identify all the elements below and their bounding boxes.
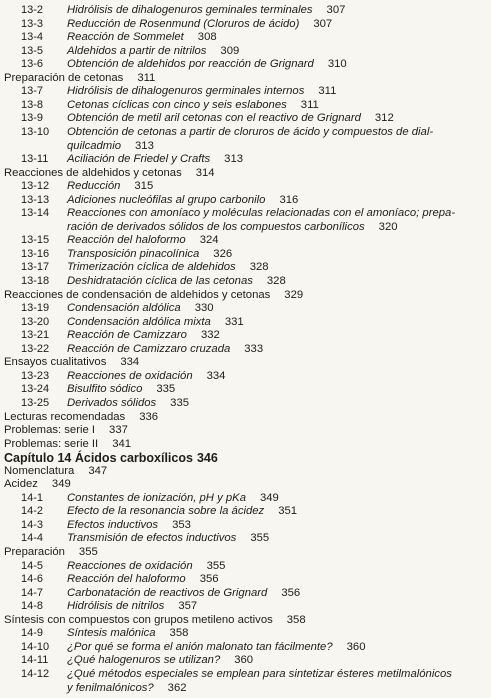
page-number: 311 — [137, 71, 156, 84]
page-number: 326 — [213, 247, 233, 260]
entry-number: 14-10 — [21, 640, 50, 653]
entry-number: 14-7 — [21, 586, 44, 599]
entry-number: 13-3 — [21, 17, 44, 30]
page-number: 315 — [134, 180, 154, 193]
entry-title: ¿Qué halogenuros se utilizan? 360 — [67, 654, 254, 667]
page-number: 309 — [220, 44, 240, 57]
entry-title: ¿Por qué se forma el anión malonato tan fácilmente? 360 — [67, 640, 366, 653]
entry-number: 13-9 — [21, 112, 44, 125]
entry-title: Síntesis malónica 358 — [67, 627, 189, 640]
entry-title: Adiciones nucleófilas al grupo carbonilo 316 — [67, 193, 299, 206]
entry-title: Reacciones de oxidación 355 — [67, 559, 226, 572]
page-number: 311 — [318, 85, 337, 98]
entry-title: Constantes de ionización, pH y pKa 349 — [67, 491, 279, 504]
entry-number: 14-1 — [21, 491, 44, 504]
section-heading: Problemas: serie II 341 — [4, 437, 132, 450]
entry-number: 13-6 — [21, 58, 44, 71]
entry-number: 14-3 — [21, 518, 44, 531]
page-number: 329 — [284, 288, 304, 301]
entry-number: 13-16 — [21, 247, 50, 260]
entry-title: Reacción de Sommelet 308 — [67, 31, 217, 44]
entry-number: 14-6 — [21, 573, 44, 586]
entry-number: 13-11 — [21, 153, 49, 166]
entry-title: Condensación aldólica mixta 331 — [67, 315, 244, 328]
entry-number: 13-10 — [21, 125, 50, 138]
entry-title-continued: ración de derivados sólidos de los compuestos carbonílicos 320 — [67, 220, 398, 233]
entry-title-continued: y fenilmalónicos? 362 — [67, 681, 187, 694]
section-heading: Preparación de cetonas 311 — [4, 71, 156, 84]
page-number: 335 — [156, 383, 176, 396]
entry-title: ¿Qué métodos especiales se emplean para sintetizar ésteres metilmalónicos — [67, 667, 452, 680]
entry-title: Reducción de Rosenmund (Cloruros de ácido) 307 — [67, 17, 333, 30]
section-heading: Lecturas recomendadas 336 — [4, 410, 159, 423]
page-number: 358 — [169, 627, 189, 640]
page-number: 334 — [120, 356, 140, 369]
section-heading: Reacciones de aldehidos y cetonas 314 — [4, 166, 215, 179]
entry-number: 14-2 — [21, 505, 44, 518]
entry-number: 14-9 — [21, 627, 44, 640]
entry-title: Deshidratación cíclica de las cetonas 328 — [67, 275, 286, 287]
entry-title: Reacción de Camizzaro 332 — [67, 329, 220, 342]
page-number: 328 — [249, 261, 269, 274]
page-number: 347 — [88, 464, 108, 477]
section-heading: Problemas: serie I 337 — [4, 424, 128, 437]
page-number: 349 — [51, 478, 71, 491]
section-heading: Síntesis con compuestos con grupos metileno activos 358 — [4, 613, 306, 626]
page-number: 341 — [112, 437, 132, 450]
page-number: 362 — [167, 681, 187, 694]
page-number: 355 — [206, 559, 226, 572]
section-heading: Preparación 355 — [4, 546, 98, 558]
entry-title: Obtención de aldehidos por reacción de Grignard 310 — [67, 58, 347, 71]
page-number: 355 — [250, 532, 270, 545]
page-number: 313 — [224, 153, 244, 166]
entry-number: 13-12 — [21, 180, 50, 193]
page-number: 336 — [139, 410, 159, 423]
entry-number: 13-8 — [21, 98, 44, 111]
page-number: 353 — [172, 518, 191, 531]
entry-title: Reacciones con amoníaco y moléculas relacionadas con el amoníaco; prepa- — [67, 207, 456, 220]
entry-title: Derivados sólidos 335 — [67, 396, 190, 409]
entry-number: 13-23 — [21, 369, 50, 382]
entry-title: Hidrólisis de dihalogenuros germinales internos 311 — [67, 85, 337, 98]
toc-line — [0, 437, 491, 452]
entry-title: Aldehidos a partir de nitrilos 309 — [67, 44, 240, 57]
entry-title: Efectos inductivos 353 — [67, 518, 191, 531]
entry-title: Hidrólisis de nitrilos 357 — [67, 600, 198, 613]
page-number: 320 — [378, 220, 398, 233]
entry-title: Condensación aldólica 330 — [67, 302, 214, 315]
entry-title: Obtención de cetonas a partir de cloruros de ácido y compuestos de dial- — [67, 125, 434, 138]
entry-title: Transmisión de efectos inductivos 355 — [67, 532, 270, 545]
entry-title-continued: quilcadmio 313 — [67, 139, 154, 152]
page-number: 358 — [286, 613, 306, 626]
page-number: 356 — [199, 573, 219, 586]
page-number: 335 — [170, 396, 190, 409]
entry-number: 13-22 — [21, 342, 50, 355]
entry-number: 13-2 — [21, 4, 44, 16]
page-number: 311 — [300, 98, 319, 111]
entry-number: 14-4 — [21, 532, 44, 545]
entry-title: Cetonas cíclicas con cinco y seis eslabones 311 — [67, 98, 319, 111]
page-number: 333 — [244, 342, 264, 355]
page-number: 360 — [346, 640, 366, 653]
entry-title: Carbonatación de reactivos de Grignard 356 — [67, 586, 301, 599]
entry-number: 13-13 — [21, 193, 50, 206]
page-number: 351 — [278, 505, 298, 518]
page-number: 307 — [326, 4, 346, 16]
entry-title: Hidrólisis de dihalogenuros geminales terminales 307 — [67, 4, 346, 16]
section-heading: Reacciones de condensación de aldehidos y cetonas 329 — [4, 288, 304, 301]
entry-title: Reacción de Camizzaro cruzada 333 — [67, 342, 264, 355]
page-number: 346 — [196, 451, 218, 466]
entry-number: 14-12 — [21, 667, 50, 680]
entry-number: 13-17 — [21, 261, 50, 274]
page-number: 313 — [135, 139, 154, 152]
page-number: 332 — [200, 329, 220, 342]
page-number: 357 — [178, 600, 198, 613]
entry-number: 13-5 — [21, 44, 44, 57]
entry-title: Trimerización cíclica de aldehidos 328 — [67, 261, 269, 274]
entry-number: 13-24 — [21, 383, 50, 396]
entry-title: Reacción del haloformo 324 — [67, 234, 219, 247]
entry-number: 13-20 — [21, 315, 50, 328]
entry-number: 14-8 — [21, 600, 44, 613]
entry-title: Bisulfito sódico 335 — [67, 383, 176, 396]
page-number: 349 — [259, 491, 279, 504]
entry-number: 13-14 — [21, 207, 50, 220]
entry-title: Aciliación de Friedel y Crafts 313 — [67, 153, 244, 166]
page-number: 331 — [224, 315, 244, 328]
section-heading: Acidez 349 — [4, 478, 71, 491]
page-number: 314 — [195, 166, 215, 179]
page-number: 356 — [281, 586, 301, 599]
entry-number: 13-25 — [21, 396, 50, 409]
entry-number: 13-7 — [21, 85, 44, 98]
entry-title: Obtención de metil aril cetonas con el reactivo de Grignard 312 — [67, 112, 394, 125]
entry-title: Reducción 315 — [67, 180, 154, 193]
page-number: 324 — [199, 234, 219, 247]
page-number: 330 — [194, 302, 214, 315]
entry-number: 13-19 — [21, 302, 50, 315]
page-number: 328 — [266, 275, 286, 287]
entry-number: 13-18 — [21, 275, 50, 287]
section-heading: Nomenclatura 347 — [4, 464, 108, 477]
entry-number: 13-4 — [21, 31, 44, 44]
page-number: 316 — [279, 193, 299, 206]
page-number: 337 — [109, 424, 128, 437]
page-number: 312 — [374, 112, 394, 125]
entry-title: Reacciones de oxidación 334 — [67, 369, 226, 382]
entry-title: Efecto de la resonancia sobre la ácidez 351 — [67, 505, 298, 518]
page-number: 308 — [197, 31, 217, 44]
entry-number: 13-15 — [21, 234, 50, 247]
page-number: 360 — [234, 654, 254, 667]
entry-number: 13-21 — [21, 329, 50, 342]
page-number: 334 — [206, 369, 226, 382]
entry-number: 14-11 — [21, 654, 49, 667]
toc-line — [0, 681, 491, 696]
page-number: 307 — [313, 17, 333, 30]
page-number: 355 — [78, 546, 98, 558]
entry-number: 14-5 — [21, 559, 44, 572]
chapter-heading: Capítulo 14 Ácidos carboxílicos 346 — [4, 451, 218, 466]
section-heading: Ensayos cualitativos 334 — [4, 356, 140, 369]
entry-title: Reacción del haloformo 356 — [67, 573, 219, 586]
entry-title: Transposición pinacolínica 326 — [67, 247, 233, 260]
page-number: 310 — [327, 58, 347, 71]
